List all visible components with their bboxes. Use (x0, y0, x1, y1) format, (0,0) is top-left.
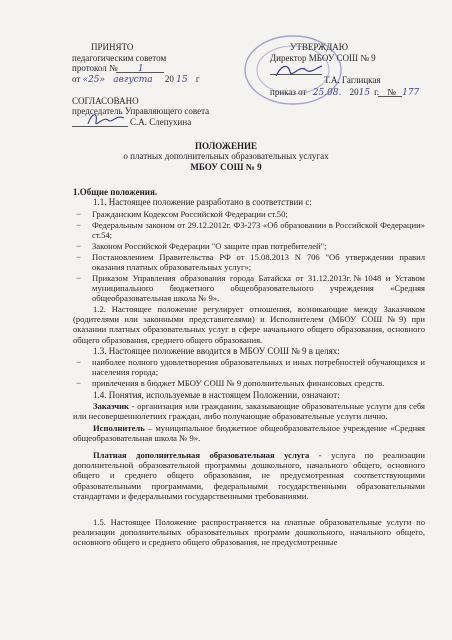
section-heading: 1.Общие положения. (73, 187, 158, 197)
council-date: от «25» августа 20 15 г (72, 74, 200, 85)
chair-signature-icon (84, 110, 128, 130)
accepted-label: ПРИНЯТО (91, 42, 134, 52)
list1-item-4: Постановлением Правительства РФ от 15.08.2013 N 706 "Об утверждении правил оказания платных образовательных услуг»; (92, 252, 425, 273)
definition-service: Платная дополнительная образовательная услуга - услуга по реализации дополнительной образовательной программы дошкольного, начального общего, основного общего и среднего общего образования, не предусмотренная соответствующими образовательными программами, федеральными государственными образовательными стандартами и федеральными государственными требованиями. (73, 450, 425, 501)
para-1-4: 1.4. Понятия, используемые в настоящем Положении, означают: (93, 390, 340, 400)
approve-label: УТВЕРЖДАЮ (290, 42, 349, 52)
para-1-3: 1.3. Настоящее положение вводится в МБОУ СОШ № 9 в целях: (93, 346, 340, 356)
definition-executor: Исполнитель – муниципальное бюджетное общеобразовательное учреждение «Средняя общеобразовательная школа № 9». (73, 423, 425, 444)
list2-item-2: привлечения в бюджет МБОУ СОШ № 9 дополнительных финансовых средств. (92, 378, 385, 388)
para-1-2: 1.2. Настоящее положение регулирует отношения, возникающие между Заказчиком (родителями или законными представителями) и Исполнителем (МБОУ СОШ №9) при оказании платных образовательных услуг в сфере начального общего образования, основного общего образования, среднего общего образования. (73, 304, 425, 345)
order-line: приказ от 25.08. 2015 г. № 177 (270, 87, 420, 98)
protocol-number: 1 (137, 64, 144, 74)
list1-item-1: Гражданским Кодексом Российской Федерации ст.50; (92, 209, 288, 219)
list2-item-1: наиболее полного удовлетворения образовательных и иных потребностей обучающихся и населения города; (92, 357, 425, 378)
term-service: Платная дополнительная образовательная услуга (93, 450, 310, 460)
term-executor: Исполнитель (93, 423, 145, 433)
director-label: Директор МБОУ СОШ № 9 (270, 53, 376, 63)
protocol-label: протокол № 1 (72, 63, 144, 74)
list-dash: − (76, 252, 82, 262)
director-signature-icon (272, 60, 326, 82)
chair-label: председатель Управляющего совета (72, 106, 210, 116)
chair-name: С.А. Слепухина (130, 117, 192, 127)
list1-item-2: Федеральным законом от 29.12.2012г. ФЗ-273 «Об образовании в Российской Федерации» ст.54; (92, 220, 425, 241)
protocol-underline (116, 72, 164, 73)
list-dash: − (76, 241, 82, 251)
definition-customer: Заказчик - организация или гражданин, заказывающие образовательные услуги для себя или несовершеннолетних граждан, либо получающие образовательные услуги лично. (73, 401, 425, 422)
doc-title: ПОЛОЖЕНИЕ (195, 141, 257, 151)
doc-school: МБОУ СОШ № 9 (190, 162, 262, 172)
list1-item-3: Законом Российской Федерации "О защите прав потребителей"; (92, 241, 327, 251)
list-dash: − (76, 220, 82, 230)
list-dash: − (76, 357, 82, 367)
list-dash: − (76, 209, 82, 219)
agreed-label: СОГЛАСОВАНО (72, 96, 139, 106)
list-dash: − (76, 273, 82, 283)
para-1-1: 1.1. Настоящее положение разработано в соответствии с: (93, 197, 312, 207)
list1-item-5: Приказом Управления образования города Батайска от 31.12.2013г.№1048 и Уставом муниципального бюджетного общеобразовательного учреждения «Средняя общеобразовательная школа № 9». (92, 273, 425, 304)
order-number-underline (378, 96, 402, 97)
council-label: педагогическим советом (72, 53, 167, 63)
director-name: Т.А. Гаглицкая (324, 75, 381, 85)
para-1-5: 1.5. Настоящее Положение распространяется на платные образовательные услуги по реализации дополнительных образовательных программ дошкольного, начального общего, основного общего и среднего общего образования, не предусмотренные (73, 517, 425, 548)
list-dash: − (76, 378, 82, 388)
term-customer: Заказчик (93, 401, 129, 411)
doc-subtitle: о платных дополнительных образовательных услугах (123, 151, 329, 161)
